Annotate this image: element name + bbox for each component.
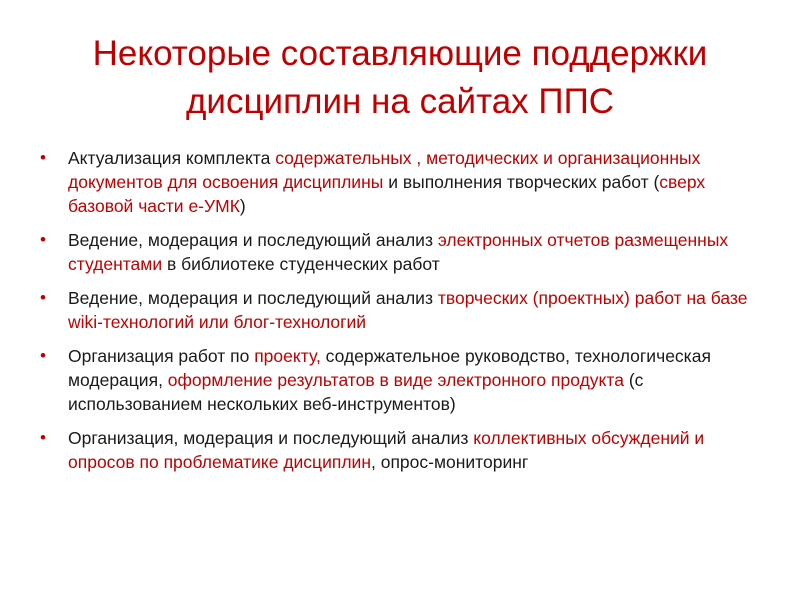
bullet-item <box>38 146 758 218</box>
slide-title <box>20 30 780 126</box>
body-text: Организация работ по <box>68 346 255 366</box>
body-text: содержательное руководство, технологическая модерация, <box>68 346 711 390</box>
highlighted-text: проекту, <box>254 346 321 366</box>
bullet-item <box>38 426 758 474</box>
body-text: Актуализация комплекта <box>68 148 276 168</box>
title-line-2: дисциплин на сайтах ППС <box>186 82 614 121</box>
body-text: Ведение, модерация и последующий анализ <box>68 288 438 308</box>
title-line-1: Некоторые составляющие поддержки <box>92 34 708 73</box>
body-text: Организация, модерация и последующий анализ <box>68 428 474 448</box>
bullet-list <box>38 146 758 484</box>
body-text: ) <box>239 196 246 216</box>
bullet-marker-icon: • <box>40 230 46 249</box>
bullet-item <box>38 286 758 334</box>
highlighted-text: сверх базовой части е-УМК <box>68 172 706 216</box>
body-text: ( <box>653 172 660 192</box>
highlighted-text: творческих (проектных) работ на базе wiki-технологий или блог-технологий <box>68 288 748 332</box>
body-text: (с использованием нескольких веб-инструментов) <box>68 370 644 414</box>
bullet-marker-icon: • <box>40 148 46 167</box>
highlighted-text: содержательных , методических и организационных документов для освоения дисциплины <box>68 148 701 192</box>
bullet-marker-icon: • <box>40 288 46 307</box>
highlighted-text: коллективных обсуждений и опросов по проблематике дисциплин <box>68 428 705 472</box>
highlighted-text: оформление результатов в виде электронного продукта <box>167 370 624 390</box>
body-text: , опрос-мониторинг <box>371 452 529 472</box>
bullet-item <box>38 228 758 276</box>
bullet-marker-icon: • <box>40 346 46 365</box>
highlighted-text: электронных отчетов размещенных студентами <box>68 230 729 274</box>
body-text: в библиотеке студенческих работ <box>162 254 440 274</box>
body-text: и выполнения творческих работ <box>383 172 654 192</box>
body-text: Ведение, модерация и последующий анализ <box>68 230 438 250</box>
bullet-marker-icon: • <box>40 428 46 447</box>
bullet-item <box>38 344 758 416</box>
